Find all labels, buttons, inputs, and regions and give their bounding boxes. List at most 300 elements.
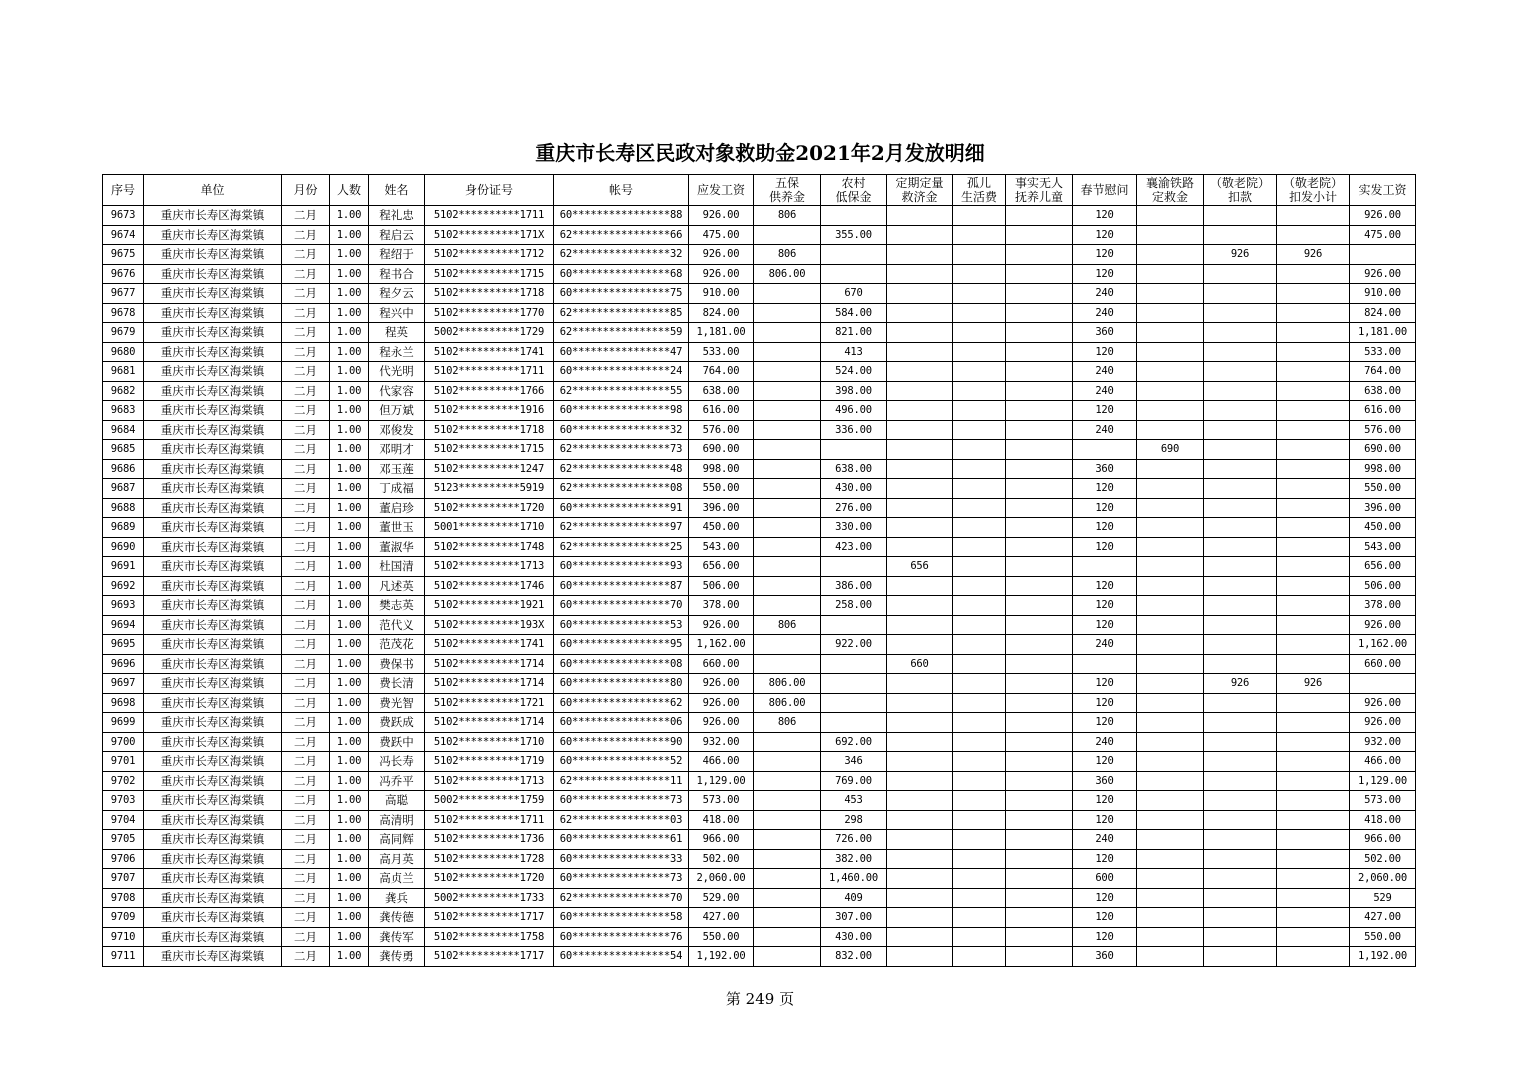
table-cell: 9685 <box>103 440 144 460</box>
table-cell: 重庆市长寿区海棠镇 <box>144 869 282 889</box>
table-cell <box>953 888 1006 908</box>
table-cell <box>953 362 1006 382</box>
column-header: （敬老院） 扣款 <box>1204 175 1277 206</box>
table-cell <box>1137 420 1204 440</box>
table-cell: 60****************87 <box>554 576 689 596</box>
table-cell: 重庆市长寿区海棠镇 <box>144 284 282 304</box>
table-cell: 60****************76 <box>554 927 689 947</box>
table-cell: 5002**********1759 <box>425 791 554 811</box>
table-cell <box>1277 888 1350 908</box>
table-cell: 二月 <box>282 420 330 440</box>
table-cell <box>1277 303 1350 323</box>
table-cell <box>1204 752 1277 772</box>
table-cell: 656 <box>887 557 953 577</box>
table-cell: 二月 <box>282 518 330 538</box>
table-cell: 重庆市长寿区海棠镇 <box>144 635 282 655</box>
table-cell <box>953 498 1006 518</box>
table-cell: 576.00 <box>689 420 754 440</box>
table-cell: 5102**********1714 <box>425 713 554 733</box>
table-cell: 550.00 <box>689 479 754 499</box>
table-cell: 代光明 <box>369 362 425 382</box>
table-cell: 9700 <box>103 732 144 752</box>
table-cell <box>953 459 1006 479</box>
table-cell: 5102**********1766 <box>425 381 554 401</box>
table-cell: 690.00 <box>689 440 754 460</box>
table-cell: 466.00 <box>689 752 754 772</box>
table-cell: 9699 <box>103 713 144 733</box>
table-cell <box>953 771 1006 791</box>
table-cell <box>953 947 1006 967</box>
table-cell <box>1006 284 1073 304</box>
table-cell <box>1204 693 1277 713</box>
table-cell: 二月 <box>282 576 330 596</box>
table-cell: 378.00 <box>689 596 754 616</box>
table-cell <box>1277 557 1350 577</box>
table-cell: 1.00 <box>330 557 369 577</box>
table-row <box>103 518 1416 538</box>
table-cell: 重庆市长寿区海棠镇 <box>144 537 282 557</box>
table-cell <box>887 284 953 304</box>
column-header: 应发工资 <box>689 175 754 206</box>
table-cell <box>1006 849 1073 869</box>
column-header: 序号 <box>103 175 144 206</box>
table-cell <box>1073 654 1137 674</box>
table-cell: 9692 <box>103 576 144 596</box>
table-cell: 5102**********1247 <box>425 459 554 479</box>
table-cell: 1.00 <box>330 869 369 889</box>
table-cell: 926.00 <box>689 264 754 284</box>
table-cell: 2,060.00 <box>689 869 754 889</box>
table-cell <box>1277 596 1350 616</box>
table-cell: 9678 <box>103 303 144 323</box>
table-cell: 9704 <box>103 810 144 830</box>
table-cell <box>1137 225 1204 245</box>
table-cell <box>821 654 887 674</box>
table-cell: 120 <box>1073 401 1137 421</box>
table-cell: 5102**********1921 <box>425 596 554 616</box>
table-cell <box>887 888 953 908</box>
table-cell: 5102**********1711 <box>425 206 554 226</box>
table-row <box>103 947 1416 967</box>
table-cell <box>1204 557 1277 577</box>
table-cell <box>1006 323 1073 343</box>
table-cell: 360 <box>1073 459 1137 479</box>
table-cell: 5102**********1712 <box>425 245 554 265</box>
table-cell <box>1137 323 1204 343</box>
table-cell: 邓玉莲 <box>369 459 425 479</box>
table-cell: 9698 <box>103 693 144 713</box>
table-cell <box>1277 342 1350 362</box>
table-cell: 二月 <box>282 596 330 616</box>
table-cell: 1.00 <box>330 264 369 284</box>
table-cell: 重庆市长寿区海棠镇 <box>144 752 282 772</box>
table-cell <box>953 479 1006 499</box>
table-row <box>103 362 1416 382</box>
table-cell: 重庆市长寿区海棠镇 <box>144 908 282 928</box>
table-cell: 60****************52 <box>554 752 689 772</box>
table-cell: 二月 <box>282 537 330 557</box>
table-row <box>103 557 1416 577</box>
table-cell: 9676 <box>103 264 144 284</box>
table-cell: 5102**********193X <box>425 615 554 635</box>
table-cell <box>1073 557 1137 577</box>
table-cell: 258.00 <box>821 596 887 616</box>
table-cell: 60****************88 <box>554 206 689 226</box>
table-cell: 5102**********1719 <box>425 752 554 772</box>
table-cell: 1.00 <box>330 947 369 967</box>
column-header: 孤儿 生活费 <box>953 175 1006 206</box>
table-cell <box>1006 810 1073 830</box>
table-cell: 62****************32 <box>554 245 689 265</box>
table-cell <box>887 225 953 245</box>
table-cell: 5002**********1733 <box>425 888 554 908</box>
table-cell: 1.00 <box>330 459 369 479</box>
table-cell: 重庆市长寿区海棠镇 <box>144 810 282 830</box>
table-cell: 杜国清 <box>369 557 425 577</box>
table-cell <box>1204 479 1277 499</box>
table-cell: 638.00 <box>1350 381 1416 401</box>
table-cell <box>887 849 953 869</box>
table-cell <box>754 420 821 440</box>
table-cell <box>754 557 821 577</box>
table-cell: 926.00 <box>1350 615 1416 635</box>
table-cell: 60****************73 <box>554 791 689 811</box>
table-cell <box>953 752 1006 772</box>
table-cell <box>754 518 821 538</box>
table-cell: 但万斌 <box>369 401 425 421</box>
table-cell <box>887 927 953 947</box>
table-cell: 龚兵 <box>369 888 425 908</box>
table-cell <box>1204 615 1277 635</box>
table-cell: 926.00 <box>1350 206 1416 226</box>
table-cell <box>953 381 1006 401</box>
table-cell: 5102**********1715 <box>425 264 554 284</box>
table-cell: 120 <box>1073 908 1137 928</box>
table-cell: 120 <box>1073 264 1137 284</box>
table-cell <box>1137 206 1204 226</box>
table-cell: 926.00 <box>689 713 754 733</box>
table-cell: 二月 <box>282 459 330 479</box>
table-cell <box>953 264 1006 284</box>
header-row <box>103 175 1416 206</box>
table-cell: 1.00 <box>330 674 369 694</box>
table-cell: 9683 <box>103 401 144 421</box>
table-cell: 重庆市长寿区海棠镇 <box>144 576 282 596</box>
column-header: 五保 供养金 <box>754 175 821 206</box>
table-cell: 费跃成 <box>369 713 425 733</box>
table-cell <box>1006 557 1073 577</box>
table-cell: 656.00 <box>689 557 754 577</box>
table-cell: 418.00 <box>1350 810 1416 830</box>
table-cell: 二月 <box>282 206 330 226</box>
table-cell: 638.00 <box>821 459 887 479</box>
table-cell <box>1204 771 1277 791</box>
table-cell <box>1006 927 1073 947</box>
table-cell <box>1350 245 1416 265</box>
table-cell: 450.00 <box>689 518 754 538</box>
table-cell: 764.00 <box>689 362 754 382</box>
table-cell <box>953 713 1006 733</box>
table-cell: 1.00 <box>330 537 369 557</box>
table-cell: 966.00 <box>689 830 754 850</box>
table-cell: 1.00 <box>330 654 369 674</box>
table-cell: 9682 <box>103 381 144 401</box>
table-cell: 453 <box>821 791 887 811</box>
table-row <box>103 810 1416 830</box>
table-cell: 1.00 <box>330 303 369 323</box>
table-cell: 1.00 <box>330 245 369 265</box>
table-cell: 1.00 <box>330 771 369 791</box>
table-cell: 1.00 <box>330 927 369 947</box>
table-cell: 926 <box>1204 674 1277 694</box>
table-cell: 二月 <box>282 401 330 421</box>
table-cell: 费保书 <box>369 654 425 674</box>
table-cell <box>821 264 887 284</box>
table-cell <box>887 264 953 284</box>
table-cell <box>1350 674 1416 694</box>
table-cell: 60****************91 <box>554 498 689 518</box>
table-cell <box>1137 869 1204 889</box>
table-cell <box>1277 869 1350 889</box>
table-cell: 240 <box>1073 303 1137 323</box>
table-cell: 重庆市长寿区海棠镇 <box>144 596 282 616</box>
table-cell: 1.00 <box>330 596 369 616</box>
table-cell <box>953 225 1006 245</box>
table-cell <box>953 206 1006 226</box>
table-cell: 529 <box>1350 888 1416 908</box>
table-cell: 重庆市长寿区海棠镇 <box>144 342 282 362</box>
table-cell: 5002**********1729 <box>425 323 554 343</box>
table-cell <box>1073 440 1137 460</box>
table-cell: 726.00 <box>821 830 887 850</box>
table-cell <box>1137 537 1204 557</box>
table-cell <box>754 576 821 596</box>
table-cell: 550.00 <box>689 927 754 947</box>
table-cell <box>1277 752 1350 772</box>
table-cell <box>887 245 953 265</box>
table-cell <box>1277 947 1350 967</box>
table-cell: 690.00 <box>1350 440 1416 460</box>
table-cell <box>754 537 821 557</box>
table-cell <box>754 810 821 830</box>
table-cell: 832.00 <box>821 947 887 967</box>
table-cell: 程启云 <box>369 225 425 245</box>
table-cell: 重庆市长寿区海棠镇 <box>144 498 282 518</box>
table-row <box>103 752 1416 772</box>
table-cell <box>1006 479 1073 499</box>
table-cell: 1.00 <box>330 284 369 304</box>
table-cell: 298 <box>821 810 887 830</box>
table-cell: 重庆市长寿区海棠镇 <box>144 732 282 752</box>
table-cell <box>953 674 1006 694</box>
table-cell: 龚传勇 <box>369 947 425 967</box>
table-cell <box>1006 518 1073 538</box>
table-cell: 62****************70 <box>554 888 689 908</box>
table-cell: 5102**********1770 <box>425 303 554 323</box>
table-cell: 240 <box>1073 284 1137 304</box>
table-cell <box>953 303 1006 323</box>
table-cell <box>1006 732 1073 752</box>
column-header: 月份 <box>282 175 330 206</box>
table-cell: 573.00 <box>689 791 754 811</box>
table-cell: 重庆市长寿区海棠镇 <box>144 440 282 460</box>
table-cell: 533.00 <box>689 342 754 362</box>
table-cell: 程绍于 <box>369 245 425 265</box>
table-cell: 重庆市长寿区海棠镇 <box>144 459 282 479</box>
table-row <box>103 849 1416 869</box>
table-cell <box>754 596 821 616</box>
table-cell: 382.00 <box>821 849 887 869</box>
table-cell: 120 <box>1073 674 1137 694</box>
table-cell <box>1277 537 1350 557</box>
table-cell: 398.00 <box>821 381 887 401</box>
table-row <box>103 654 1416 674</box>
table-cell: 360 <box>1073 771 1137 791</box>
table-cell: 430.00 <box>821 479 887 499</box>
table-row <box>103 225 1416 245</box>
table-cell <box>1006 245 1073 265</box>
table-cell: 樊志英 <box>369 596 425 616</box>
table-cell: 926 <box>1277 245 1350 265</box>
column-header: 春节慰问 <box>1073 175 1137 206</box>
table-cell <box>953 908 1006 928</box>
table-cell: 926.00 <box>689 674 754 694</box>
table-cell: 764.00 <box>1350 362 1416 382</box>
table-cell <box>821 713 887 733</box>
table-cell <box>953 654 1006 674</box>
table-cell: 824.00 <box>689 303 754 323</box>
table-cell: 821.00 <box>821 323 887 343</box>
table-cell: 307.00 <box>821 908 887 928</box>
table-cell: 高同辉 <box>369 830 425 850</box>
table-cell: 120 <box>1073 693 1137 713</box>
table-cell <box>1006 362 1073 382</box>
table-cell: 二月 <box>282 323 330 343</box>
table-cell <box>1204 362 1277 382</box>
table-cell: 506.00 <box>1350 576 1416 596</box>
table-cell <box>887 810 953 830</box>
table-cell: 475.00 <box>689 225 754 245</box>
table-cell <box>1137 245 1204 265</box>
table-cell <box>1006 498 1073 518</box>
table-cell: 9697 <box>103 674 144 694</box>
table-cell: 重庆市长寿区海棠镇 <box>144 615 282 635</box>
table-cell <box>1277 284 1350 304</box>
column-header: 襄渝铁路 定救金 <box>1137 175 1204 206</box>
table-cell: 二月 <box>282 752 330 772</box>
table-cell: 910.00 <box>1350 284 1416 304</box>
table-cell <box>1006 420 1073 440</box>
table-cell: 276.00 <box>821 498 887 518</box>
table-cell: 9681 <box>103 362 144 382</box>
table-cell: 5102**********1741 <box>425 635 554 655</box>
table-cell: 120 <box>1073 791 1137 811</box>
table-cell: 5102**********1736 <box>425 830 554 850</box>
table-row <box>103 440 1416 460</box>
table-cell: 冯乔平 <box>369 771 425 791</box>
table-row <box>103 713 1416 733</box>
table-cell <box>1137 888 1204 908</box>
table-cell: 1,162.00 <box>689 635 754 655</box>
table-cell: 576.00 <box>1350 420 1416 440</box>
table-cell: 1.00 <box>330 440 369 460</box>
page-number: 第 249 页 <box>725 990 795 1008</box>
table-cell: 重庆市长寿区海棠镇 <box>144 401 282 421</box>
table-cell <box>1204 440 1277 460</box>
table-cell <box>1006 771 1073 791</box>
table-cell <box>1006 830 1073 850</box>
column-header: 农村 低保金 <box>821 175 887 206</box>
table-cell <box>1277 459 1350 479</box>
relief-payment-table <box>102 174 1416 967</box>
table-cell <box>821 693 887 713</box>
table-cell: 506.00 <box>689 576 754 596</box>
table-cell: 926 <box>1277 674 1350 694</box>
column-header: 帐号 <box>554 175 689 206</box>
table-cell <box>887 420 953 440</box>
table-cell <box>1006 869 1073 889</box>
table-cell: 5102**********1728 <box>425 849 554 869</box>
table-row <box>103 342 1416 362</box>
table-cell: 重庆市长寿区海棠镇 <box>144 303 282 323</box>
table-cell <box>953 576 1006 596</box>
table-cell <box>821 206 887 226</box>
table-cell: 396.00 <box>1350 498 1416 518</box>
table-cell <box>754 888 821 908</box>
table-cell <box>1277 264 1350 284</box>
table-cell: 62****************55 <box>554 381 689 401</box>
table-cell: 1.00 <box>330 752 369 772</box>
table-cell <box>1006 654 1073 674</box>
table-cell <box>887 576 953 596</box>
table-cell: 二月 <box>282 947 330 967</box>
table-cell: 二月 <box>282 381 330 401</box>
table-cell <box>1277 225 1350 245</box>
table-cell <box>1006 225 1073 245</box>
table-cell <box>754 284 821 304</box>
table-cell: 9677 <box>103 284 144 304</box>
table-cell: 1.00 <box>330 810 369 830</box>
table-cell <box>1137 732 1204 752</box>
table-cell <box>754 908 821 928</box>
table-cell: 616.00 <box>689 401 754 421</box>
table-row <box>103 479 1416 499</box>
table-cell: 程夕云 <box>369 284 425 304</box>
table-cell: 427.00 <box>689 908 754 928</box>
table-cell: 926.00 <box>1350 264 1416 284</box>
table-cell <box>953 615 1006 635</box>
table-cell: 重庆市长寿区海棠镇 <box>144 362 282 382</box>
table-cell: 重庆市长寿区海棠镇 <box>144 381 282 401</box>
table-cell: 60****************33 <box>554 849 689 869</box>
table-cell: 1,192.00 <box>1350 947 1416 967</box>
table-cell: 9702 <box>103 771 144 791</box>
table-cell: 360 <box>1073 323 1137 343</box>
table-cell: 60****************06 <box>554 713 689 733</box>
column-header: 单位 <box>144 175 282 206</box>
table-cell <box>1006 791 1073 811</box>
table-cell <box>1277 401 1350 421</box>
table-cell: 9680 <box>103 342 144 362</box>
table-cell: 9707 <box>103 869 144 889</box>
table-cell <box>887 459 953 479</box>
table-cell <box>953 420 1006 440</box>
table-cell: 重庆市长寿区海棠镇 <box>144 557 282 577</box>
table-cell <box>1137 459 1204 479</box>
table-cell <box>887 869 953 889</box>
table-cell <box>1277 206 1350 226</box>
table-cell: 二月 <box>282 771 330 791</box>
